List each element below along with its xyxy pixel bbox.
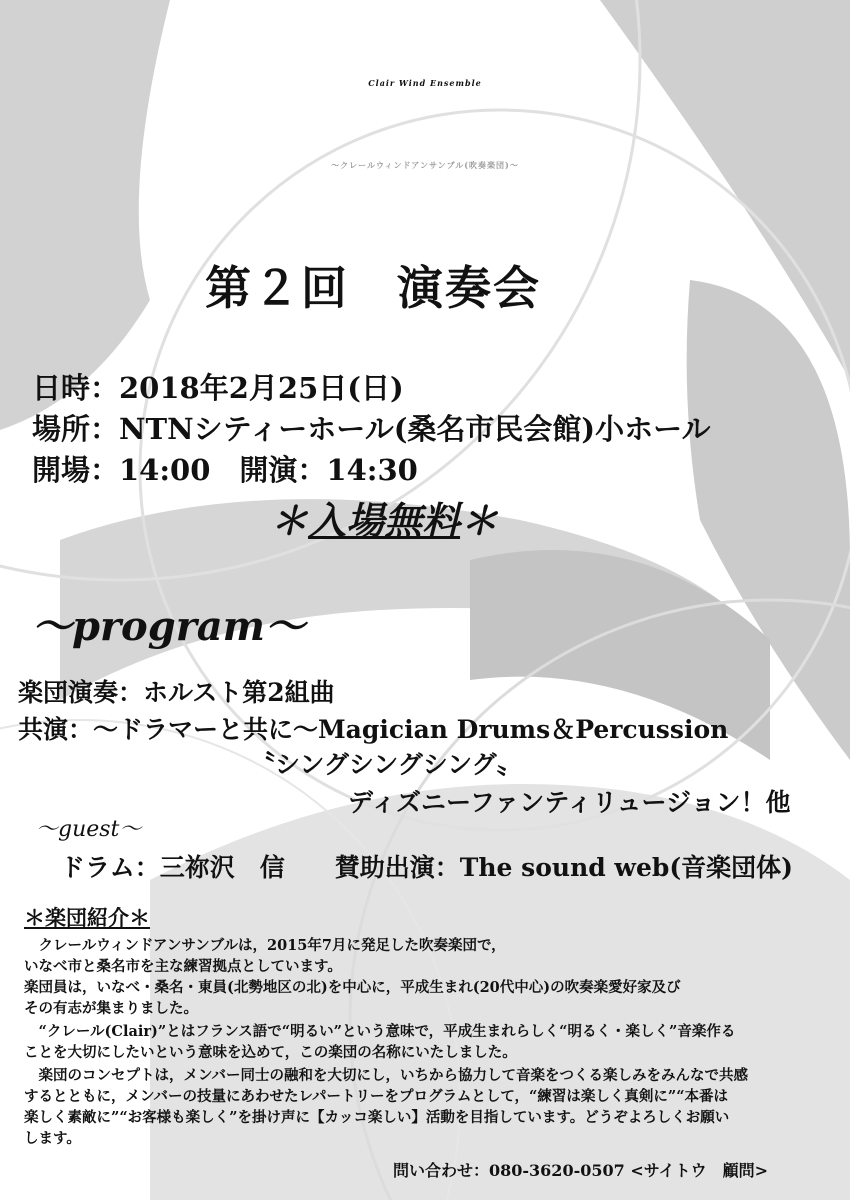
free-admission-text: 入場無料	[308, 498, 461, 543]
guest-heading: ～guest～	[36, 817, 142, 842]
intro-line: いなべ市と桑名市を主な練習拠点としています。	[24, 958, 342, 975]
intro-line: します。	[24, 1130, 81, 1147]
concert-heading: 第２回 演奏会	[205, 261, 541, 315]
free-star-right: ＊	[460, 498, 499, 543]
ensemble-subtitle: ～クレールウィンドアンサンブル(吹奏楽団)～	[331, 160, 519, 170]
intro-line: 楽団のコンセプトは，メンバー同士の融和を大切にし，いちから協力して音楽をつくる楽しみをみんなで共感	[24, 1067, 748, 1084]
intro-line: 楽しく素敵に”“お客様も楽しく”を掛け声に【カッコ楽しい】活動を目指しています。どうぞよろしくお願い	[24, 1109, 730, 1126]
contact-info: 問い合わせ：080-3620-0507 <サイトウ 顧問>	[393, 1161, 769, 1180]
intro-line: クレールウィンドアンサンブルは，2015年7月に発足した吹奏楽団で，	[24, 937, 506, 954]
free-star-left: ＊	[270, 498, 309, 543]
program-line-1: 楽団演奏：ホルスト第2組曲	[18, 678, 335, 707]
info-date: 日時：2018年2月25日(日)	[32, 371, 404, 405]
intro-line: ことを大切にしたいという意味を込めて，この楽団の名称にいたしました。	[24, 1044, 517, 1061]
program-heading: ～program～	[32, 603, 306, 650]
intro-line: 楽団員は，いなべ・桑名・東員(北勢地区の北)を中心に，平成生まれ(20代中心)の吹奏楽愛好家及び	[24, 979, 681, 996]
intro-line: するとともに，メンバーの技量にあわせたレパートリーをプログラムとして，“練習は楽しく真剣に”“本番は	[24, 1088, 729, 1105]
intro-line: “クレール(Clair)”とはフランス語で“明るい”という意味で，平成生まれらしく“明るく・楽しく”音楽作る	[24, 1023, 736, 1040]
intro-line: その有志が集まりました。	[24, 1000, 198, 1017]
free-admission	[270, 490, 498, 545]
ensemble-title: Clair Wind Ensemble	[368, 78, 482, 88]
guest-line: ドラム：三祢沢 信 賛助出演：The sound web(音楽団体)	[60, 853, 793, 882]
program-line-2: 共演：～ドラマーと共に～Magician Drums＆Percussion	[18, 715, 729, 744]
program-line-4: ディズニーファンティリュージョン！他	[348, 788, 791, 817]
info-venue: 場所：NTNシティーホール(桑名市民会館)小ホール	[32, 412, 711, 446]
program-line-3: 〝シングシングシング〟	[250, 750, 522, 779]
info-time: 開場：14:00 開演：14:30	[32, 453, 418, 487]
intro-heading: ＊楽団紹介＊	[24, 905, 150, 930]
